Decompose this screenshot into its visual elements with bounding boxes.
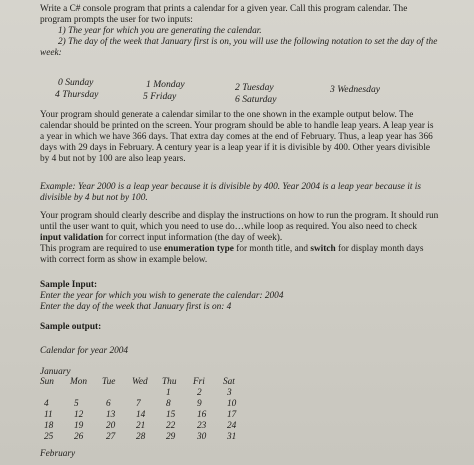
leap-year-paragraph	[40, 110, 460, 164]
calendar-day-cell: 17	[227, 410, 237, 421]
paragraph-line: calendar should be printed on the screen. Your program should be able to handle leap years. A leap year is	[40, 120, 434, 131]
calendar-weekday-header: Fri	[193, 377, 205, 388]
calendar-day-cell: 22	[166, 421, 176, 432]
calendar-day-cell: 27	[106, 432, 116, 443]
input-item-2-cont: week:	[40, 47, 62, 58]
paragraph-line: Your program should generate a calendar similar to the one shown in the example output below. The	[40, 110, 414, 120]
paragraph-text: This program are required to use	[40, 243, 164, 254]
calendar-day-cell: 5	[74, 399, 79, 410]
calendar-day-cell: 28	[136, 432, 146, 443]
paragraph-line: days with 29 days in February. A century year is a leap year if it is divisible by 400. Other years divisible	[40, 142, 431, 153]
calendar-day-cell: 9	[197, 399, 202, 410]
calendar-day-cell: 15	[166, 410, 176, 421]
example-paragraph	[40, 182, 460, 204]
paragraph-line: with correct form as show in example below.	[40, 254, 208, 265]
calendar-week-row	[40, 399, 253, 410]
calendar-week-row	[40, 432, 253, 443]
calendar-weekday-header: Sat	[223, 377, 235, 388]
paragraph-line: by 4 but not by 100 are also leap years.	[40, 153, 186, 164]
input-item-1: 1) The year for which you are generating the calendar.	[58, 25, 262, 36]
sample-output-heading: Sample output:	[40, 322, 102, 332]
calendar-day-cell	[102, 388, 132, 399]
switch-term: switch	[310, 243, 336, 254]
sample-input-line: Enter the day of the week that January first is on: 4	[40, 301, 232, 312]
calendar-day-cell: 8	[166, 399, 171, 410]
calendar-day-cell: 11	[44, 410, 53, 421]
calendar-day-cell	[132, 388, 162, 399]
input-validation-term: input validation	[40, 232, 104, 243]
calendar-week-row	[40, 410, 253, 421]
calendar-week-row	[40, 421, 253, 432]
notation-item: 2 Tuesday	[235, 82, 274, 93]
paragraph-line	[40, 244, 460, 255]
calendar-day-cell: 10	[227, 399, 237, 410]
calendar-day-cell: 14	[136, 410, 146, 421]
calendar-day-cell: 6	[106, 399, 111, 410]
sample-input-line: Enter the year for which you wish to generate the calendar: 2004	[40, 290, 284, 301]
intro-line: Write a C# console program that prints a calendar for a given year. Call this program calendar. The	[40, 4, 408, 14]
calendar-day-cell: 23	[197, 421, 207, 432]
paragraph-line	[40, 233, 460, 244]
notation-item: 1 Monday	[146, 79, 185, 90]
calendar-day-cell: 25	[44, 432, 54, 443]
notation-item: 0 Sunday	[58, 77, 94, 88]
paragraph-text: for correct input information (the day of week).	[103, 232, 283, 243]
calendar-day-cell	[40, 388, 70, 399]
paragraph-text: for display month days	[335, 243, 424, 254]
calendar-day-cell: 20	[106, 421, 116, 432]
calendar-day-cell: 31	[227, 432, 237, 443]
calendar-next-month: February	[40, 449, 76, 459]
paragraph-line: Your program should clearly describe and display the instructions on how to run the program. It should run	[40, 211, 439, 221]
calendar-body	[40, 377, 253, 443]
calendar-weekday-header: Tue	[102, 377, 116, 388]
calendar-day-cell: 24	[227, 421, 237, 432]
sample-input-section	[40, 280, 460, 313]
intro-line: program prompts the user for two inputs:	[40, 14, 193, 25]
calendar-weekday-header: Thu	[162, 377, 177, 388]
calendar-weekday-header: Sun	[40, 377, 54, 388]
example-line: Example: Year 2000 is a leap year because it is divisible by 400. Year 2004 is a leap year because it is	[40, 182, 421, 192]
calendar-day-cell: 21	[136, 421, 146, 432]
calendar-day-cell: 29	[166, 432, 176, 443]
calendar-title: Calendar for year 2004	[40, 346, 129, 356]
calendar-day-cell: 1	[166, 388, 171, 399]
calendar-day-cell: 2	[197, 388, 202, 399]
calendar-grid	[40, 377, 253, 443]
notation-item: 5 Friday	[143, 91, 177, 102]
calendar-day-cell: 16	[197, 410, 207, 421]
example-line: divisible by 4 but not by 100.	[40, 192, 148, 203]
paragraph-text: for month title, and	[233, 243, 311, 254]
enumeration-type-term: enumeration type	[163, 243, 234, 254]
input-item-2: 2) The day of the week that January first is on, you will use the following notation to set the day of the	[58, 36, 438, 47]
calendar-day-cell: 30	[197, 432, 207, 443]
paragraph-line: until the user want to quit, which you need to use do…while loop as required. You also need to check	[40, 221, 417, 232]
notation-item: 4 Thursday	[55, 89, 99, 100]
calendar-weekday-header: Wed	[132, 377, 148, 388]
notation-item: 6 Saturday	[235, 94, 277, 105]
calendar-day-cell: 4	[44, 399, 49, 410]
calendar-week-row	[40, 388, 253, 399]
intro-text	[40, 4, 460, 58]
notation-item: 3 Wednesday	[330, 84, 381, 95]
calendar-day-cell: 26	[74, 432, 84, 443]
sample-input-heading: Sample Input:	[40, 280, 98, 290]
calendar-header-row	[40, 377, 253, 388]
calendar-month: January	[40, 367, 71, 377]
sample-output-heading-wrap	[40, 322, 460, 333]
calendar-day-cell: 7	[136, 399, 141, 410]
calendar-day-cell	[70, 388, 102, 399]
instructions-paragraph	[40, 211, 460, 265]
calendar-day-cell: 12	[74, 410, 84, 421]
calendar-weekday-header: Mon	[70, 377, 88, 388]
calendar-day-cell: 18	[44, 421, 54, 432]
paragraph-line: a year in which we have 366 days. That extra day comes at the end of February. Thus, a leap year has 366	[40, 131, 433, 142]
calendar-day-cell: 13	[106, 410, 116, 421]
calendar-day-cell: 19	[74, 421, 84, 432]
calendar-day-cell: 3	[227, 388, 232, 399]
